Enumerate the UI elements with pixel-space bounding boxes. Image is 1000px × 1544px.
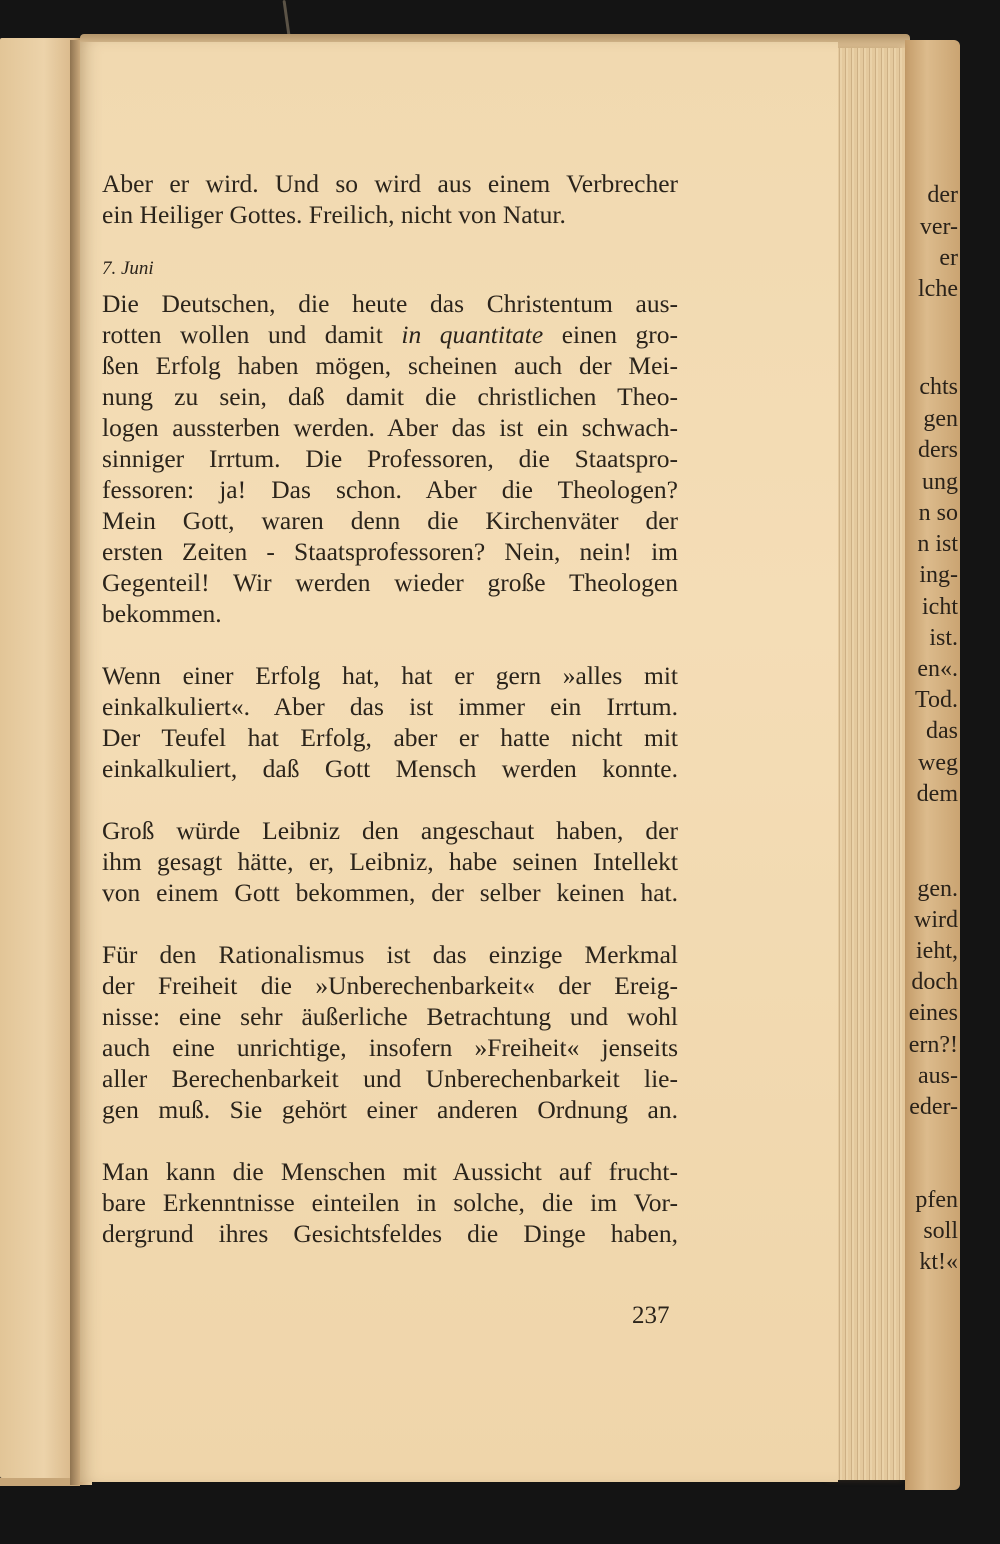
text-line: sinniger Irrtum. Die Professoren, die Staatspro- — [102, 444, 678, 473]
left-fragment: n so — [918, 500, 958, 526]
text-line: Mein Gott, waren denn die Kirchenväter der — [102, 506, 678, 535]
left-fragment: n ist — [917, 531, 958, 557]
left-fragment: ern?! — [908, 1032, 958, 1058]
book-fore-edge — [830, 48, 905, 1480]
text-line: ihm gesagt hätte, er, Leibniz, habe seinen Intellekt — [102, 847, 678, 876]
text-line: bare Erkenntnisse einteilen in solche, die im Vor- — [102, 1188, 678, 1217]
left-fragment: ieht, — [916, 938, 958, 964]
left-fragment: aus- — [918, 1063, 958, 1089]
left-fragment: en«. — [917, 656, 958, 682]
left-fragment: Tod. — [915, 687, 958, 713]
paragraph-6 — [102, 1156, 678, 1249]
text-span: rotten wollen und damit — [102, 320, 402, 349]
text-span: einen gro- — [543, 320, 678, 349]
diary-date: 7. Juni — [102, 258, 154, 279]
left-fragment: ist. — [929, 625, 958, 651]
text-line: der Freiheit die »Unberechenbarkeit« der Ereig- — [102, 971, 678, 1000]
text-line: Man kann die Menschen mit Aussicht auf frucht- — [102, 1157, 678, 1186]
left-page-edge — [0, 1478, 80, 1486]
text-line: ßen Erfolg haben mögen, scheinen auch der Mei- — [102, 351, 678, 380]
italic-phrase: in quantitate — [401, 320, 544, 349]
text-line: fessoren: ja! Das schon. Aber die Theologen? — [102, 475, 678, 504]
text-line: logen aussterben werden. Aber das ist ein schwach- — [102, 413, 678, 442]
left-fragment: doch — [911, 969, 958, 995]
binding-thread — [283, 0, 291, 36]
left-fragment: wird — [914, 907, 958, 933]
text-line: Für den Rationalismus ist das einzige Merkmal — [102, 940, 678, 969]
text-line: Aber er wird. Und so wird aus einem Verbrecher — [102, 169, 678, 198]
text-line: dergrund ihres Gesichtsfeldes die Dinge haben, — [102, 1219, 678, 1248]
left-fragment: gen — [923, 406, 958, 432]
left-fragment: eines — [908, 1000, 958, 1026]
left-page — [0, 38, 80, 1478]
text-line: einkalkuliert«. Aber das ist immer ein Irrtum. — [102, 692, 678, 721]
left-fragment: chts — [919, 374, 958, 400]
text-line: nisse: eine sehr äußerliche Betrachtung und wohl — [102, 1002, 678, 1031]
page-body — [102, 168, 678, 1249]
left-fragment: dem — [916, 781, 958, 807]
text-line: Wenn einer Erfolg hat, hat er gern »alles mit — [102, 661, 678, 690]
text-line: Gegenteil! Wir werden wieder große Theologen — [102, 568, 678, 597]
left-fragment: pfen — [915, 1187, 958, 1213]
left-fragment: ders — [918, 437, 958, 463]
left-fragment: ing- — [919, 562, 958, 588]
left-fragment: ung — [922, 469, 958, 495]
text-line: ersten Zeiten - Staatsprofessoren? Nein, nein! im — [102, 537, 678, 566]
left-fragment: eder- — [909, 1094, 958, 1120]
paragraph-5 — [102, 939, 678, 1125]
text-line: Die Deutschen, die heute das Christentum aus- — [102, 289, 678, 318]
text-line: ein Heiliger Gottes. Freilich, nicht von Natur. — [102, 200, 566, 229]
text-line: auch eine unrichtige, insofern »Freiheit« jenseits — [102, 1033, 678, 1062]
left-fragment: gen. — [917, 876, 958, 902]
paragraph-3 — [102, 660, 678, 784]
page-number: 237 — [632, 1302, 670, 1329]
left-fragment: kt!« — [919, 1249, 958, 1275]
paragraph-1 — [102, 168, 678, 230]
left-fragment: der — [927, 182, 958, 208]
text-line: bekommen. — [102, 599, 222, 628]
left-fragment: das — [926, 718, 958, 744]
left-fragment: ver- — [919, 214, 958, 240]
left-fragment: weg — [918, 750, 958, 776]
text-line: gen muß. Sie gehört einer anderen Ordnung an. — [102, 1095, 678, 1124]
text-line: nung zu sein, daß damit die christlichen Theo- — [102, 382, 678, 411]
left-fragment: lche — [918, 276, 958, 302]
left-fragment: soll — [923, 1218, 958, 1244]
left-fragment: icht — [922, 594, 958, 620]
paragraph-2 — [102, 288, 678, 629]
text-line: Groß würde Leibniz den angeschaut haben, der — [102, 816, 678, 845]
paragraph-4 — [102, 815, 678, 908]
text-line: aller Berechenbarkeit und Unberechenbarkeit lie- — [102, 1064, 678, 1093]
text-line: Der Teufel hat Erfolg, aber er hatte nicht mit — [102, 723, 678, 752]
text-line — [102, 319, 678, 350]
text-line: von einem Gott bekommen, der selber keinen hat. — [102, 878, 678, 907]
left-fragment: er — [939, 245, 958, 271]
text-line: einkalkuliert, daß Gott Mensch werden konnte. — [102, 754, 678, 783]
